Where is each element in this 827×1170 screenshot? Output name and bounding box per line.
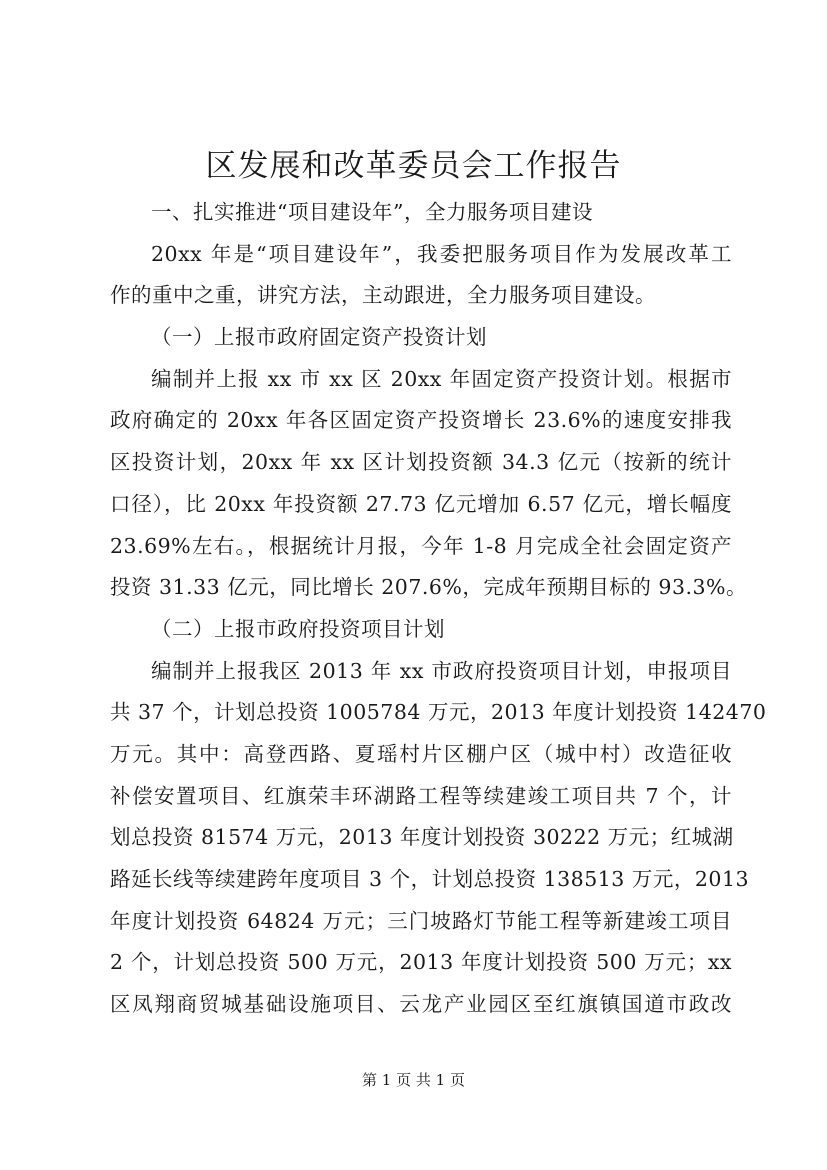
paragraph-line: 补偿安置项目、红旗荣丰环湖路工程等续建竣工项目共 7 个，计 [110, 783, 732, 808]
paragraph-line: 区投资计划，20xx 年 xx 区计划投资额 34.3 亿元（按新的统计 [110, 450, 732, 475]
subsection-heading: （一）上报市政府固定资产投资计划 [151, 325, 487, 350]
paragraph-line: 政府确定的 20xx 年各区固定资产投资增长 23.6%的速度安排我 [110, 408, 732, 433]
document-title: 区发展和改革委员会工作报告 [205, 148, 622, 184]
paragraph-line: 作的重中之重，讲究方法，主动跟进，全力服务项目建设。 [110, 283, 656, 308]
paragraph-line: 路延长线等续建跨年度项目 3 个，计划总投资 138513 万元，2013 [110, 867, 750, 891]
paragraph-line: 投资 31.33 亿元，同比增长 207.6%，完成年预期目标的 93.3%。 [110, 575, 748, 600]
paragraph-line: 万元。其中：高登西路、夏瑶村片区棚户区（城中村）改造征收 [110, 741, 732, 766]
page-number: 第 1 页 共 1 页 [362, 1071, 465, 1089]
paragraph-line: 区凤翔商贸城基础设施项目、云龙产业园区至红旗镇国道市政改 [110, 992, 732, 1017]
document-body [110, 192, 767, 1026]
paragraph-line: 编制并上报我区 2013 年 xx 市政府投资项目计划，申报项目 [151, 658, 732, 683]
paragraph-line: 编制并上报 xx 市 xx 区 20xx 年固定资产投资计划。根据市 [151, 366, 732, 391]
paragraph-line: 共 37 个，计划总投资 1005784 万元，2013 年度计划投资 142470 [110, 700, 767, 725]
section-heading: 一、扎实推进“项目建设年”，全力服务项目建设 [151, 200, 593, 224]
paragraph-line: 23.69%左右。，根据统计月报，今年 1-8 月完成全社会固定资产 [110, 533, 732, 558]
subsection-heading: （二）上报市政府投资项目计划 [151, 616, 445, 641]
paragraph-line: 20xx 年是“项目建设年”，我委把服务项目作为发展改革工 [151, 241, 732, 266]
paragraph-line: 2 个，计划总投资 500 万元，2013 年度计划投资 500 万元；xx [110, 950, 732, 975]
paragraph-line: 年度计划投资 64824 万元；三门坡路灯节能工程等新建竣工项目 [110, 908, 732, 933]
paragraph-line: 划总投资 81574 万元，2013 年度计划投资 30222 万元；红城湖 [110, 825, 734, 850]
paragraph-line: 口径），比 20xx 年投资额 27.73 亿元增加 6.57 亿元，增长幅度 [110, 491, 732, 516]
